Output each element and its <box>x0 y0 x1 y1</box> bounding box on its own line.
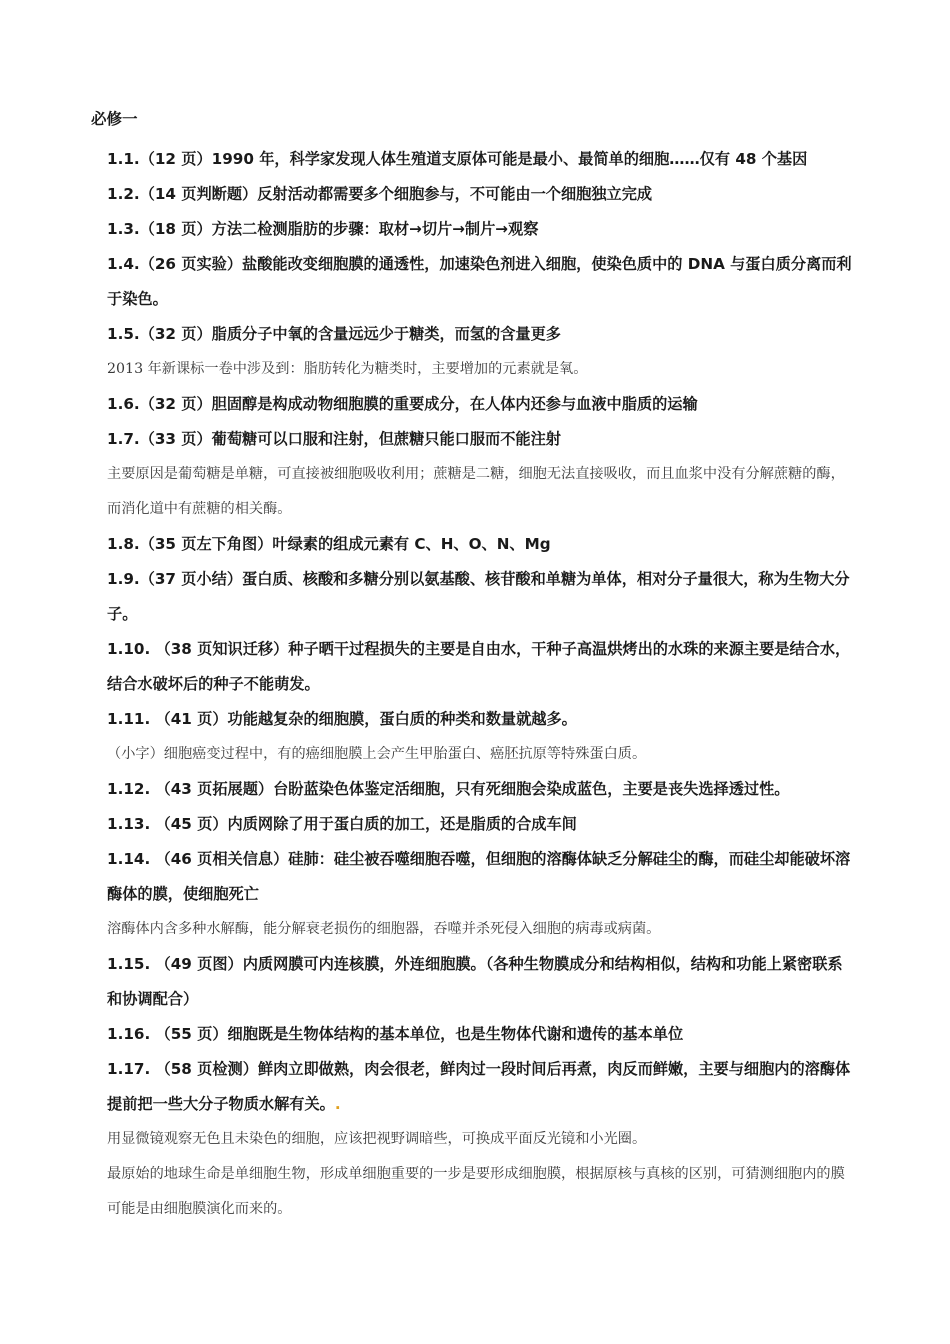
list-item: 1.9.（37 页小结）蛋白质、核酸和多糖分别以氨基酸、核苷酸和单糖为单体，相对分子量很大，称为生物大分子。 <box>107 570 850 623</box>
notes-list <box>107 142 852 1227</box>
list-item: 1.7.（33 页）葡萄糖可以口服和注射，但蔗糖只能口服而不能注射 <box>107 430 561 448</box>
list-item: 1.11. （41 页）功能越复杂的细胞膜，蛋白质的种类和数量就越多。 <box>107 710 577 728</box>
list-item: 1.12. （43 页拓展题）台盼蓝染色体鉴定活细胞，只有死细胞会染成蓝色，主要是丧失选择透过性。 <box>107 780 790 798</box>
list-item <box>107 1052 852 1122</box>
note-text: 溶酶体内含多种水解酶，能分解衰老损伤的细胞器，吞噬并杀死侵入细胞的病毒或病菌。 <box>107 921 661 937</box>
note-text: 用显微镜观察无色且未染色的细胞，应该把视野调暗些，可换成平面反光镜和小光圈。 <box>107 1131 647 1147</box>
list-item: 1.16. （55 页）细胞既是生物体结构的基本单位，也是生物体代谢和遗传的基本单位 <box>107 1025 684 1043</box>
highlight-mark: . <box>334 1095 341 1113</box>
note-text: 2013 年新课标一卷中涉及到：脂肪转化为糖类时，主要增加的元素就是氧。 <box>107 361 588 377</box>
list-item: 1.1.（12 页）1990 年，科学家发现人体生殖道支原体可能是最小、最简单的细胞……仅有 48 个基因 <box>107 150 808 168</box>
note-text: 最原始的地球生命是单细胞生物，形成单细胞重要的一步是要形成细胞膜，根据原核与真核的区别，可猜测细胞内的膜可能是由细胞膜演化而来的。 <box>107 1166 845 1217</box>
list-item: 1.3.（18 页）方法二检测脂肪的步骤：取材→切片→制片→观察 <box>107 220 539 238</box>
note-text: 主要原因是葡萄糖是单糖，可直接被细胞吸收利用；蔗糖是二糖，细胞无法直接吸收，而且血浆中没有分解蔗糖的酶，而消化道中有蔗糖的相关酶。 <box>107 466 845 517</box>
list-item: 1.14. （46 页相关信息）硅肺：硅尘被吞噬细胞吞噬，但细胞的溶酶体缺乏分解硅尘的酶，而硅尘却能破坏溶酶体的膜，使细胞死亡 <box>107 850 851 903</box>
list-item: 1.2.（14 页判断题）反射活动都需要多个细胞参与，不可能由一个细胞独立完成 <box>107 185 653 203</box>
list-item-text: 1.17. （58 页检测）鲜肉立即做熟，肉会很老，鲜肉过一段时间后再煮，肉反而鲜嫩，主要与细胞内的溶酶体提前把一些大分子物质水解有关。 <box>107 1060 851 1113</box>
list-item: 1.8.（35 页左下角图）叶绿素的组成元素有 C、H、O、N、Mg <box>107 535 551 553</box>
note-text: （小字）细胞癌变过程中，有的癌细胞膜上会产生甲胎蛋白、癌胚抗原等特殊蛋白质。 <box>107 746 647 762</box>
list-item: 1.5.（32 页）脂质分子中氧的含量远远少于糖类，而氢的含量更多 <box>107 325 561 343</box>
list-item: 1.10. （38 页知识迁移）种子晒干过程损失的主要是自由水，干种子高温烘烤出的水珠的来源主要是结合水，结合水破坏后的种子不能萌发。 <box>107 640 851 693</box>
list-item: 1.4.（26 页实验）盐酸能改变细胞膜的通透性，加速染色剂进入细胞，使染色质中的 DNA 与蛋白质分离而利于染色。 <box>107 255 852 308</box>
list-item: 1.15. （49 页图）内质网膜可内连核膜，外连细胞膜。（各种生物膜成分和结构相似，结构和功能上紧密联系和协调配合） <box>107 955 843 1008</box>
list-item: 1.13. （45 页）内质网除了用于蛋白质的加工，还是脂质的合成车间 <box>107 815 577 833</box>
section-heading: 必修一 <box>91 110 138 128</box>
list-item: 1.6.（32 页）胆固醇是构成动物细胞膜的重要成分，在人体内还参与血液中脂质的运输 <box>107 395 698 413</box>
